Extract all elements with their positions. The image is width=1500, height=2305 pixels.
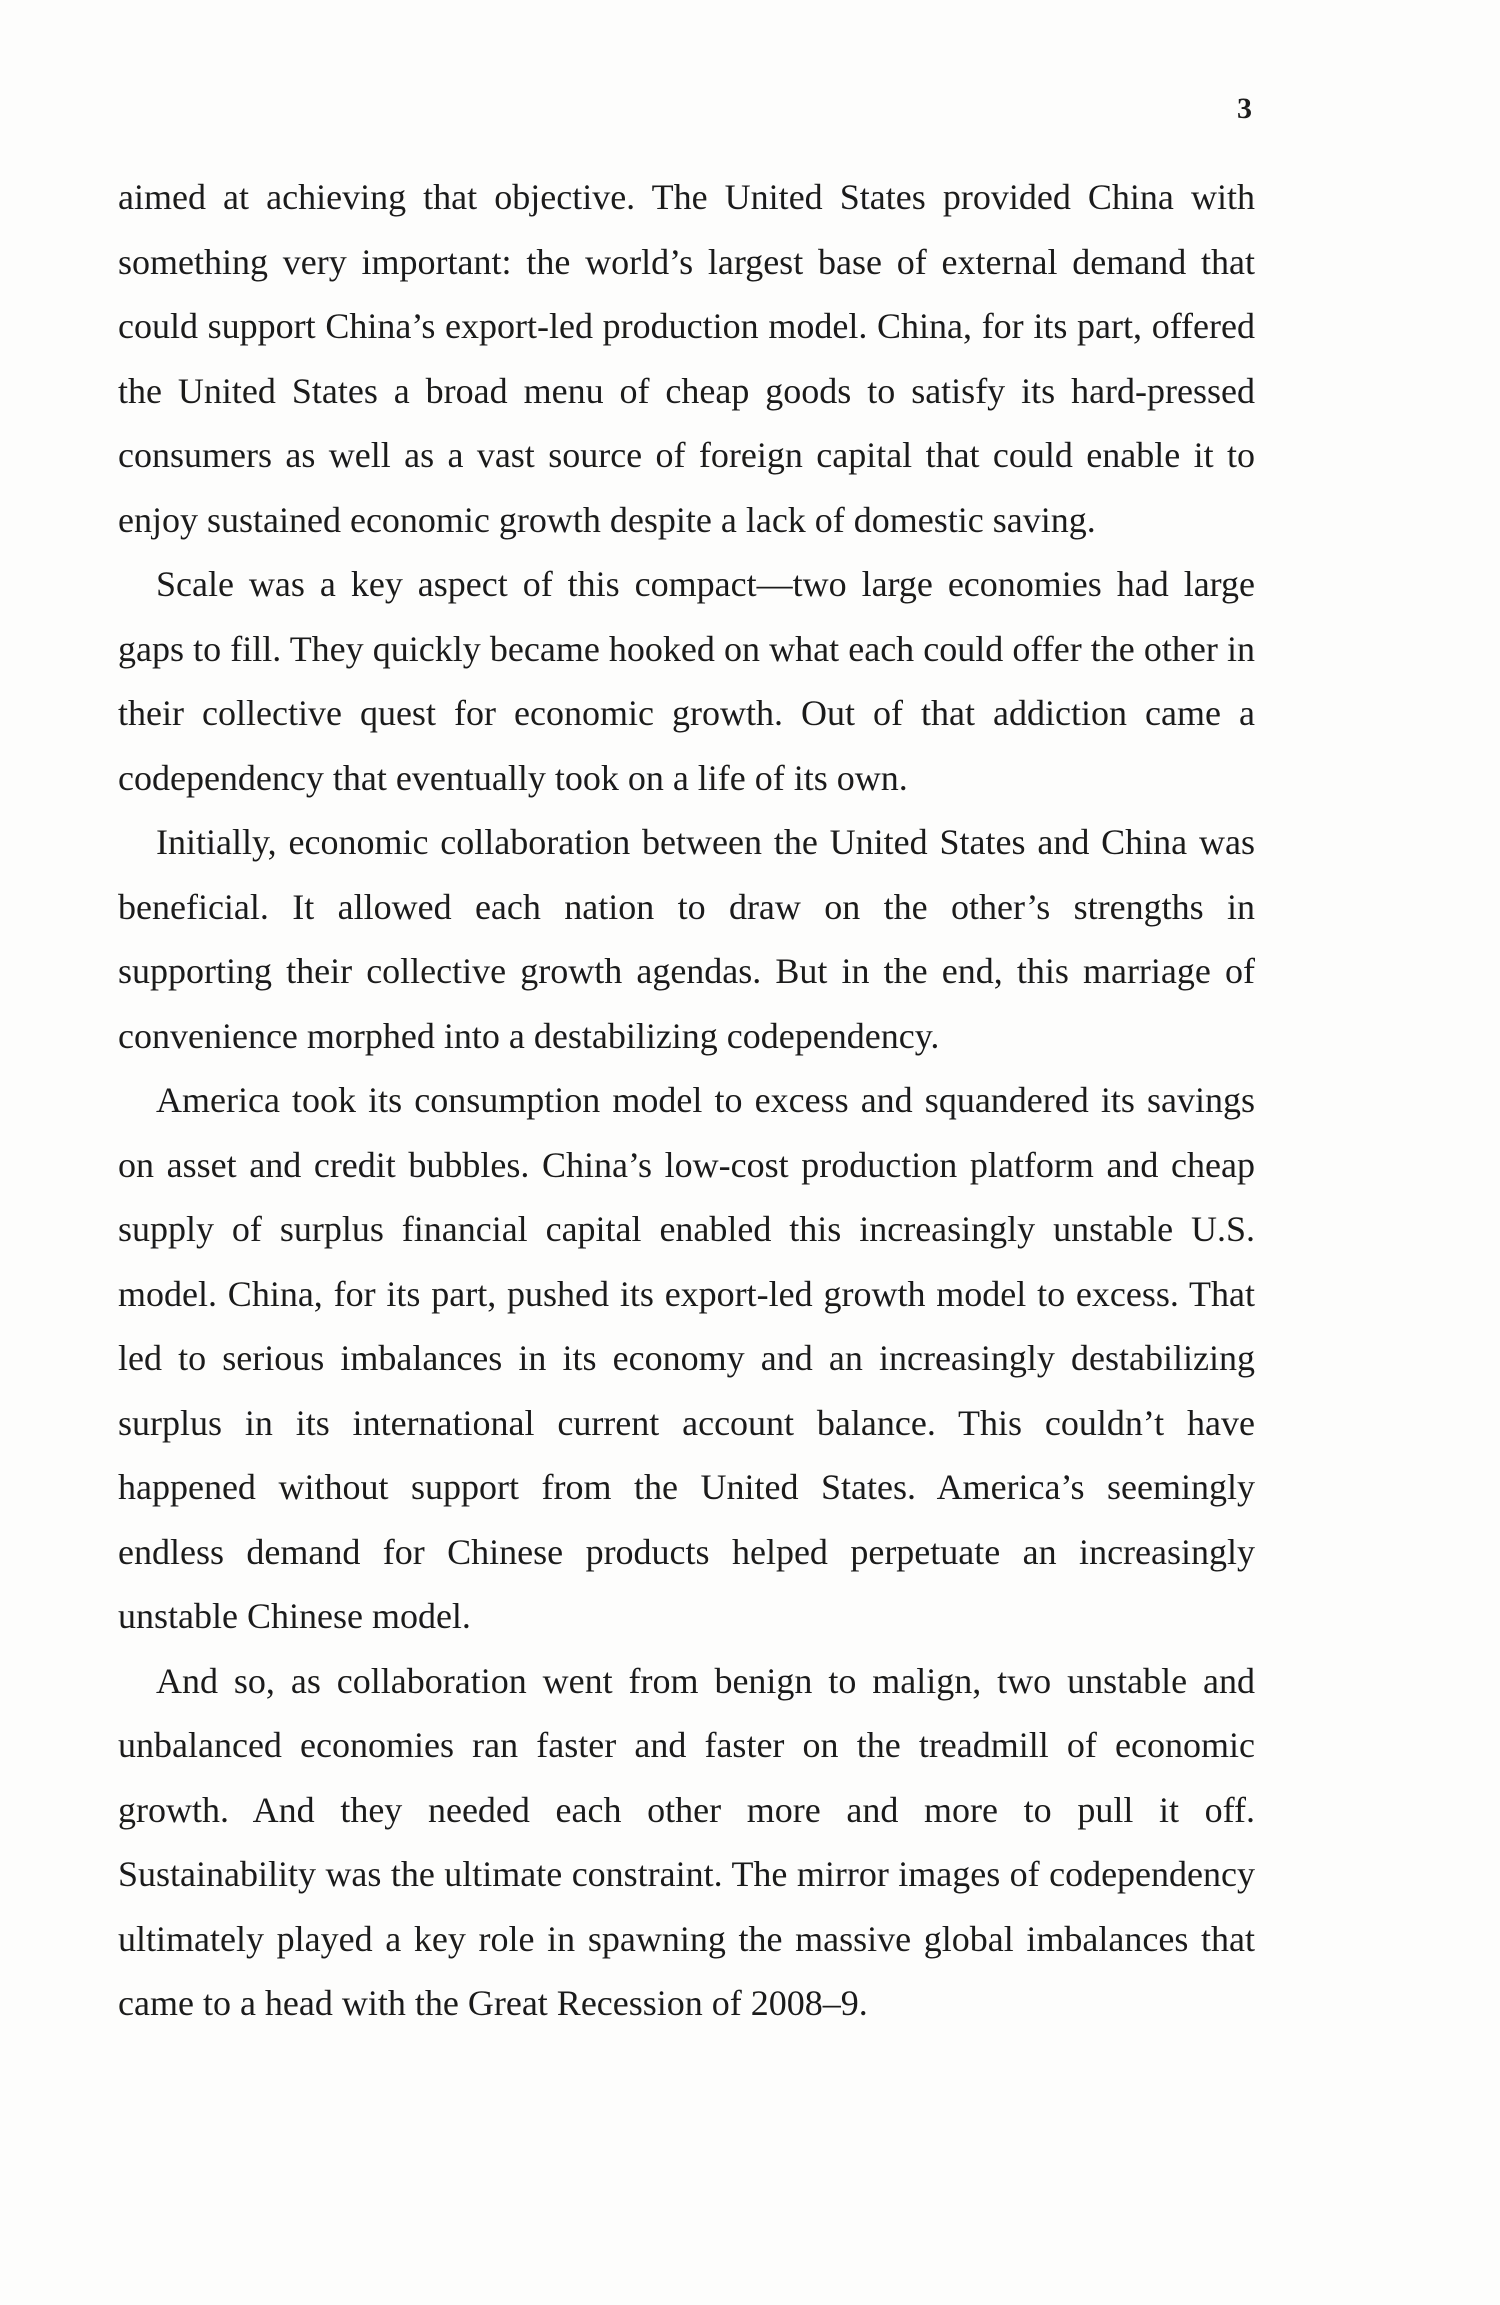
page-number: 3 [1237,92,1252,125]
paragraph-5: And so, as collaboration went from benign to malign, two unstable and unbalanced economies ran faster and faster on the treadmill of economic growth. And they needed each other more and more to pull it off. Sustainability was the ultimate constraint. The mirror images of codependency ultimately played a key role in spawning the massive global imbalances that came to a head with the Great Recession of 2008–9. [118,1660,1255,2023]
paragraph-2: Scale was a key aspect of this compact—two large economies had large gaps to fill. They quickly became hooked on what each could offer the other in their collective quest for economic growth. Out of that addiction came a codependency that eventually took on a life of its own. [118,564,1255,798]
paragraph-4: America took its consumption model to excess and squandered its savings on asset and credit bubbles. China’s low-cost production platform and cheap supply of surplus financial capital enabled this increasingly unstable U.S. model. China, for its part, pushed its export-led growth model to excess. That led to serious imbalances in its economy and an increasingly destabilizing surplus in its international current account balance. This couldn’t have happened without support from the United States. America’s seemingly endless demand for Chinese products helped perpetuate an increasingly unstable Chinese model. [118,1080,1255,1636]
paragraph-3: Initially, economic collaboration between the United States and China was beneficial. It allowed each nation to draw on the other’s strengths in supporting their collective growth agendas. But in the end, this marriage of convenience morphed into a destabilizing codependency. [118,822,1255,1056]
paragraph-1: aimed at achieving that objective. The United States provided China with something very important: the world’s largest base of external demand that could support China’s export-led production model. China, for its part, offered the United States a broad menu of cheap goods to satisfy its hard-pressed consumers as well as a vast source of foreign capital that could enable it to enjoy sustained economic growth despite a lack of domestic saving. [118,177,1255,540]
body-text [118,165,1255,2036]
